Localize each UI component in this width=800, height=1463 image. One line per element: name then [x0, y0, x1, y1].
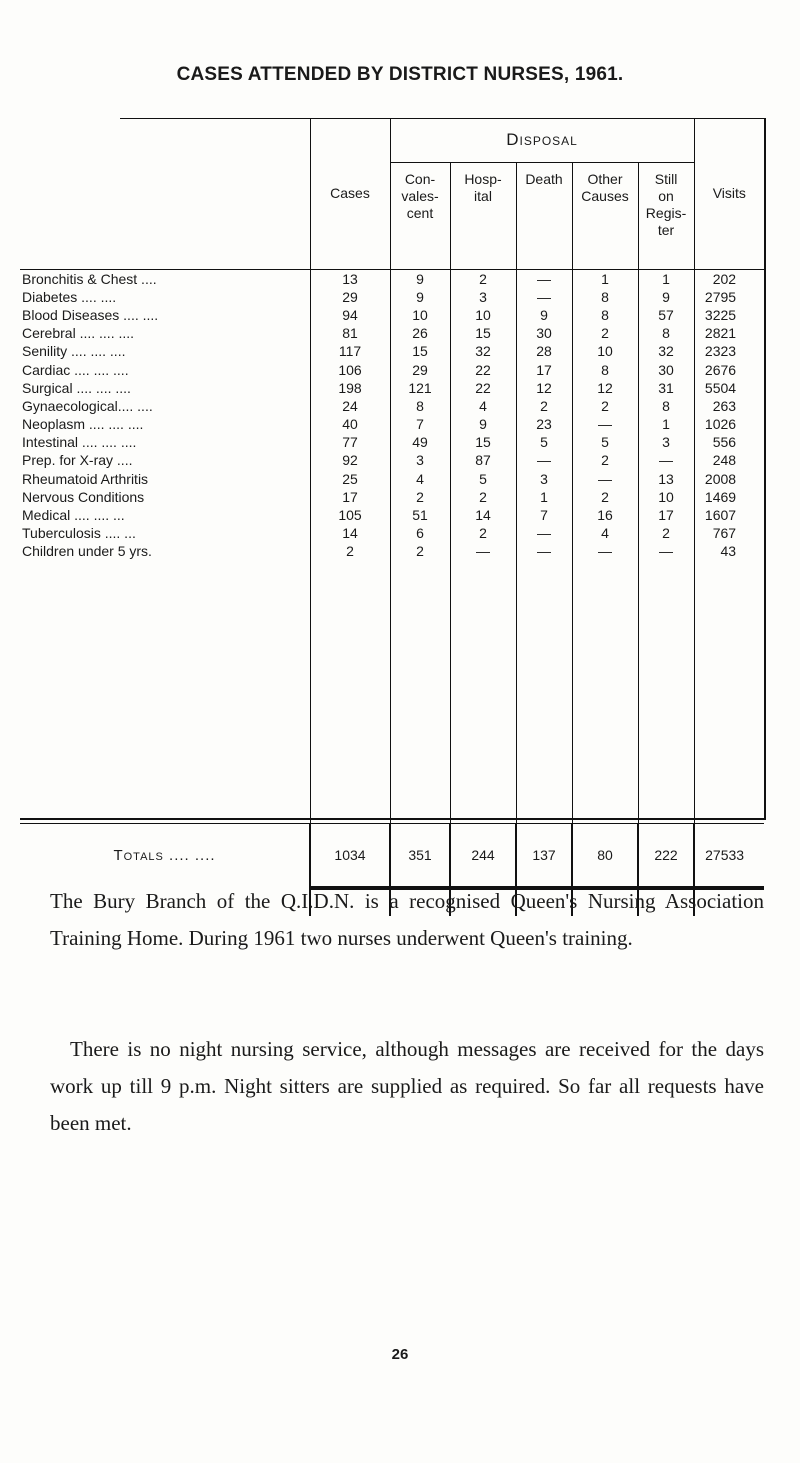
totals-still-on-register: 222 — [638, 823, 694, 888]
cell-still-on-register: 10 — [638, 488, 694, 506]
cell-convalescent: 2 — [390, 542, 450, 560]
cell-convalescent: 7 — [390, 415, 450, 433]
cell-convalescent: 9 — [390, 269, 450, 288]
cell-other-causes: 2 — [572, 451, 638, 469]
row-label: Children under 5 yrs. — [22, 543, 152, 560]
cell-visits: 263 — [694, 397, 764, 415]
cell-visits: 1607 — [694, 506, 764, 524]
header-death: Death — [516, 163, 572, 269]
table-row — [20, 433, 764, 451]
cell-death: — — [516, 542, 572, 560]
cell-still-on-register: — — [638, 451, 694, 469]
cell-death: — — [516, 524, 572, 542]
table-row — [20, 415, 764, 433]
cell-hospital: 2 — [450, 269, 516, 288]
row-label: Intestinal .... .... .... — [22, 434, 137, 451]
cell-still-on-register: 1 — [638, 269, 694, 288]
totals-other-causes: 80 — [572, 823, 638, 888]
cell-other-causes: — — [572, 470, 638, 488]
cell-death: 30 — [516, 324, 572, 342]
cell-hospital: 4 — [450, 397, 516, 415]
table-row — [20, 342, 764, 360]
table-row — [20, 360, 764, 378]
table-row — [20, 451, 764, 469]
cell-convalescent: 29 — [390, 360, 450, 378]
cell-convalescent: 121 — [390, 379, 450, 397]
cell-still-on-register: 17 — [638, 506, 694, 524]
cell-convalescent: 10 — [390, 306, 450, 324]
cell-still-on-register: 31 — [638, 379, 694, 397]
cell-cases: 14 — [310, 524, 390, 542]
cell-other-causes: 2 — [572, 488, 638, 506]
table-row — [20, 542, 764, 560]
cell-cases: 29 — [310, 288, 390, 306]
cases-table-frame — [20, 118, 766, 864]
cell-visits: 2821 — [694, 324, 764, 342]
cell-visits: 5504 — [694, 379, 764, 397]
cell-still-on-register: 13 — [638, 470, 694, 488]
cell-still-on-register: 2 — [638, 524, 694, 542]
cell-death: — — [516, 269, 572, 288]
cell-death: 1 — [516, 488, 572, 506]
cell-cases: 17 — [310, 488, 390, 506]
cell-other-causes: 1 — [572, 269, 638, 288]
table-row — [20, 506, 764, 524]
cell-visits: 2676 — [694, 360, 764, 378]
cell-cases: 106 — [310, 360, 390, 378]
cell-cases: 105 — [310, 506, 390, 524]
cell-hospital: 32 — [450, 342, 516, 360]
cell-death: 12 — [516, 379, 572, 397]
table-row — [20, 488, 764, 506]
row-label: Neoplasm .... .... .... — [22, 416, 144, 433]
table-row — [20, 524, 764, 542]
cell-other-causes: 8 — [572, 306, 638, 324]
cell-other-causes: 5 — [572, 433, 638, 451]
header-visits: Visits — [694, 118, 764, 269]
cell-other-causes: 8 — [572, 360, 638, 378]
cell-convalescent: 8 — [390, 397, 450, 415]
row-label: Medical .... .... ... — [22, 507, 125, 524]
cell-hospital: 5 — [450, 470, 516, 488]
cell-cases: 92 — [310, 451, 390, 469]
row-label: Cerebral .... .... .... — [22, 325, 135, 342]
cell-cases: 77 — [310, 433, 390, 451]
cell-visits: 2323 — [694, 342, 764, 360]
cell-death: 5 — [516, 433, 572, 451]
cell-death: 3 — [516, 470, 572, 488]
cell-convalescent: 51 — [390, 506, 450, 524]
cell-death: 17 — [516, 360, 572, 378]
cell-convalescent: 3 — [390, 451, 450, 469]
cell-death: 23 — [516, 415, 572, 433]
cell-cases: 25 — [310, 470, 390, 488]
cell-death: 28 — [516, 342, 572, 360]
cell-visits: 767 — [694, 524, 764, 542]
cell-convalescent: 2 — [390, 488, 450, 506]
row-label: Tuberculosis .... ... — [22, 525, 136, 542]
cell-visits: 248 — [694, 451, 764, 469]
cell-visits: 556 — [694, 433, 764, 451]
cell-hospital: 10 — [450, 306, 516, 324]
row-label: Cardiac .... .... .... — [22, 361, 129, 378]
cell-visits: 202 — [694, 269, 764, 288]
totals-row — [20, 823, 764, 888]
cell-visits: 3225 — [694, 306, 764, 324]
header-hospital: Hosp- ital — [450, 163, 516, 269]
cell-hospital: 22 — [450, 379, 516, 397]
row-label: Gynaecological.... .... — [22, 397, 153, 414]
totals-death: 137 — [516, 823, 572, 888]
cell-cases: 117 — [310, 342, 390, 360]
cell-cases: 2 — [310, 542, 390, 560]
cell-convalescent: 9 — [390, 288, 450, 306]
table-row — [20, 306, 764, 324]
cell-convalescent: 26 — [390, 324, 450, 342]
cell-other-causes: 10 — [572, 342, 638, 360]
row-label: Senility .... .... .... — [22, 343, 126, 360]
cell-other-causes: 16 — [572, 506, 638, 524]
table-row — [20, 269, 764, 288]
cell-cases: 94 — [310, 306, 390, 324]
table-row — [20, 379, 764, 397]
cell-hospital: 3 — [450, 288, 516, 306]
cell-still-on-register: 3 — [638, 433, 694, 451]
cell-visits: 1469 — [694, 488, 764, 506]
table-body — [20, 269, 764, 561]
header-other-causes: Other Causes — [572, 163, 638, 269]
cell-still-on-register: 32 — [638, 342, 694, 360]
cell-cases: 40 — [310, 415, 390, 433]
cell-other-causes: — — [572, 542, 638, 560]
cell-death: — — [516, 288, 572, 306]
totals-cases: 1034 — [310, 823, 390, 888]
cell-death: 9 — [516, 306, 572, 324]
cell-visits: 43 — [694, 542, 764, 560]
row-label: Prep. for X-ray .... — [22, 452, 133, 469]
cell-other-causes: 8 — [572, 288, 638, 306]
row-label: Nervous Conditions — [22, 488, 145, 505]
cell-other-causes: 4 — [572, 524, 638, 542]
totals-convalescent: 351 — [390, 823, 450, 888]
cell-cases: 198 — [310, 379, 390, 397]
cell-still-on-register: 8 — [638, 397, 694, 415]
cell-visits: 2008 — [694, 470, 764, 488]
cell-cases: 24 — [310, 397, 390, 415]
totals-visits: 27533 — [694, 823, 764, 888]
cell-still-on-register: 1 — [638, 415, 694, 433]
page-title: CASES ATTENDED BY DISTRICT NURSES, 1961. — [176, 64, 624, 85]
cell-cases: 13 — [310, 269, 390, 288]
cell-convalescent: 6 — [390, 524, 450, 542]
cell-hospital: 87 — [450, 451, 516, 469]
header-disposal: Disposal — [390, 118, 694, 163]
cell-convalescent: 49 — [390, 433, 450, 451]
cell-still-on-register: 30 — [638, 360, 694, 378]
row-label: Diabetes .... .... — [22, 288, 117, 305]
cell-hospital: 2 — [450, 524, 516, 542]
totals-label: Totals .... .... — [20, 823, 310, 888]
header-still-on-register: Still on Regis- ter — [638, 163, 694, 269]
table-row — [20, 470, 764, 488]
cell-death: 2 — [516, 397, 572, 415]
table-row — [20, 324, 764, 342]
cell-convalescent: 15 — [390, 342, 450, 360]
cell-still-on-register: 8 — [638, 324, 694, 342]
cell-hospital: 14 — [450, 506, 516, 524]
cell-still-on-register: 57 — [638, 306, 694, 324]
cell-death: 7 — [516, 506, 572, 524]
totals-hospital: 244 — [450, 823, 516, 888]
row-label: Blood Diseases .... .... — [22, 306, 159, 323]
cell-hospital: 9 — [450, 415, 516, 433]
paragraph-training-home: The Bury Branch of the Q.I.D.N. is a recognised Queen's Nursing Association Training Home. During 1961 two nurses underwent Queen's training. — [50, 889, 764, 950]
row-label: Bronchitis & Chest .... — [22, 270, 157, 287]
cell-visits: 1026 — [694, 415, 764, 433]
cell-other-causes: 12 — [572, 379, 638, 397]
row-label: Rheumatoid Arthritis — [22, 470, 149, 487]
table-corner — [20, 118, 310, 269]
cell-visits: 2795 — [694, 288, 764, 306]
cell-cases: 81 — [310, 324, 390, 342]
cell-hospital: 2 — [450, 488, 516, 506]
page-number: 26 — [391, 1346, 409, 1363]
paragraph-night-service: There is no night nursing service, although messages are received for the days work up till 9 p.m. Night sitters are supplied as required. So far all requests have been met. — [50, 1037, 764, 1135]
cell-hospital: 22 — [450, 360, 516, 378]
cell-hospital: 15 — [450, 433, 516, 451]
cell-still-on-register: — — [638, 542, 694, 560]
cell-hospital: — — [450, 542, 516, 560]
cell-death: — — [516, 451, 572, 469]
table-row — [20, 397, 764, 415]
cell-other-causes: — — [572, 415, 638, 433]
cell-hospital: 15 — [450, 324, 516, 342]
table-row — [20, 288, 764, 306]
header-convalescent: Con- vales- cent — [390, 163, 450, 269]
cases-table — [20, 118, 764, 916]
cell-still-on-register: 9 — [638, 288, 694, 306]
cell-convalescent: 4 — [390, 470, 450, 488]
cell-other-causes: 2 — [572, 397, 638, 415]
row-label: Surgical .... .... .... — [22, 379, 131, 396]
cell-other-causes: 2 — [572, 324, 638, 342]
header-cases: Cases — [310, 118, 390, 269]
